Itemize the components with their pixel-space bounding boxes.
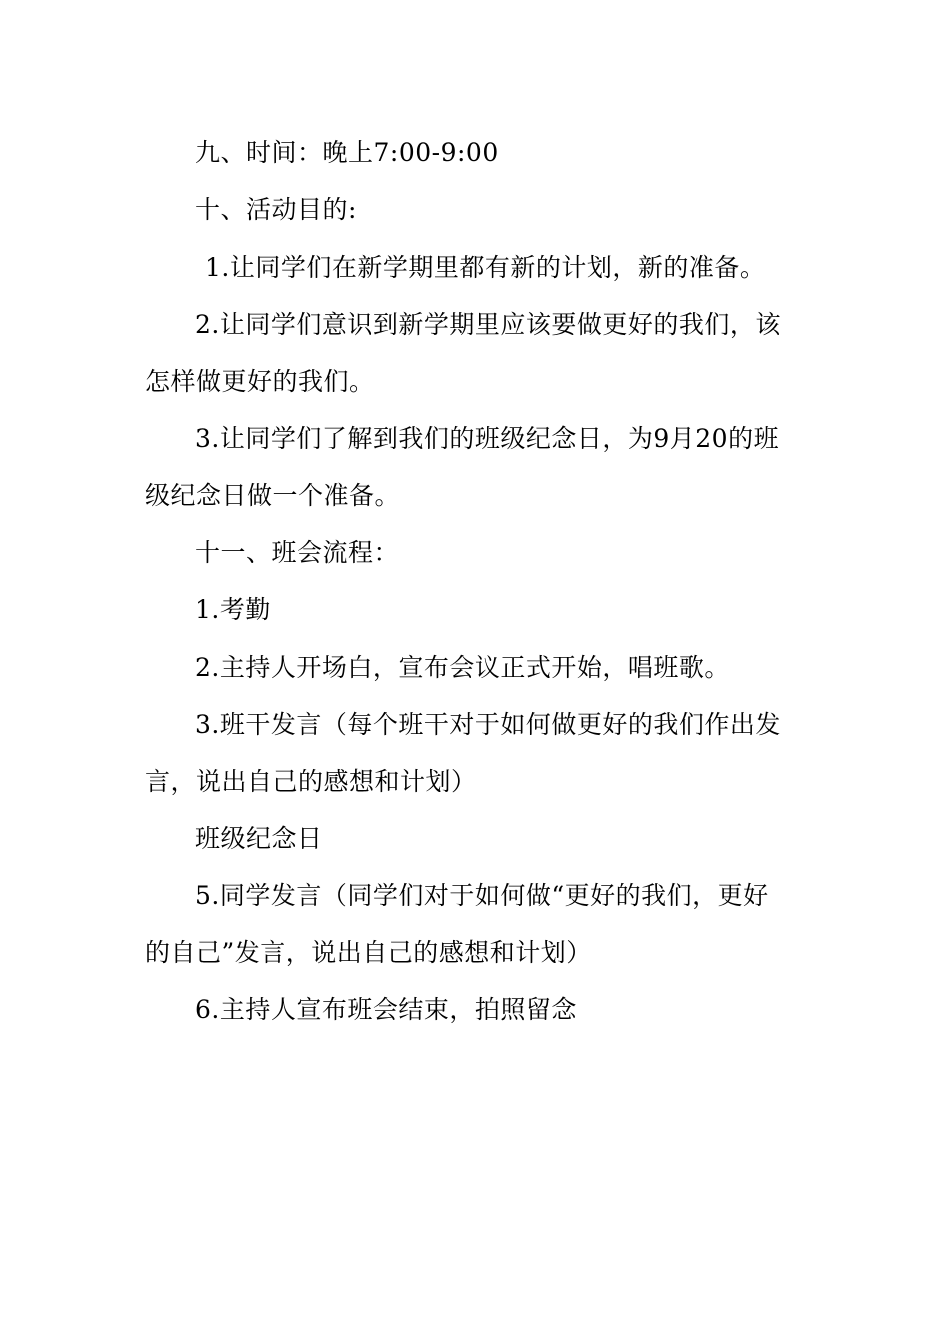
process-item-5-line-1: 5.同学发言（同学们对于如何做“更好的我们，更好 — [195, 881, 769, 910]
process-item-1: 1.考勤 — [195, 595, 271, 624]
process-item-3-line-1: 3.班干发言（每个班干对于如何做更好的我们作出发 — [195, 710, 781, 739]
purpose-heading: 十、活动目的: — [195, 195, 357, 224]
purpose-item-3-line-1: 3.让同学们了解到我们的班级纪念日，为9月20的班 — [195, 424, 780, 453]
purpose-item-1: 1.让同学们在新学期里都有新的计划，新的准备。 — [205, 253, 766, 282]
process-item-3-line-2: 言，说出自己的感想和计划） — [145, 767, 477, 796]
process-item-2: 2.主持人开场白，宣布会议正式开始，唱班歌。 — [195, 653, 730, 682]
purpose-item-2-line-2: 怎样做更好的我们。 — [145, 367, 375, 396]
purpose-item-2-line-1: 2.让同学们意识到新学期里应该要做更好的我们，该 — [195, 310, 781, 339]
process-heading: 十一、班会流程： — [195, 538, 400, 567]
process-item-5-line-2: 的自己”发言，说出自己的感想和计划） — [145, 938, 592, 967]
process-item-4: 班级纪念日 — [195, 824, 323, 853]
purpose-item-3-line-2: 级纪念日做一个准备。 — [145, 481, 401, 510]
time-line: 九、时间：晚上7:00-9:00 — [195, 138, 499, 167]
process-item-6: 6.主持人宣布班会结束，拍照留念 — [195, 995, 577, 1024]
